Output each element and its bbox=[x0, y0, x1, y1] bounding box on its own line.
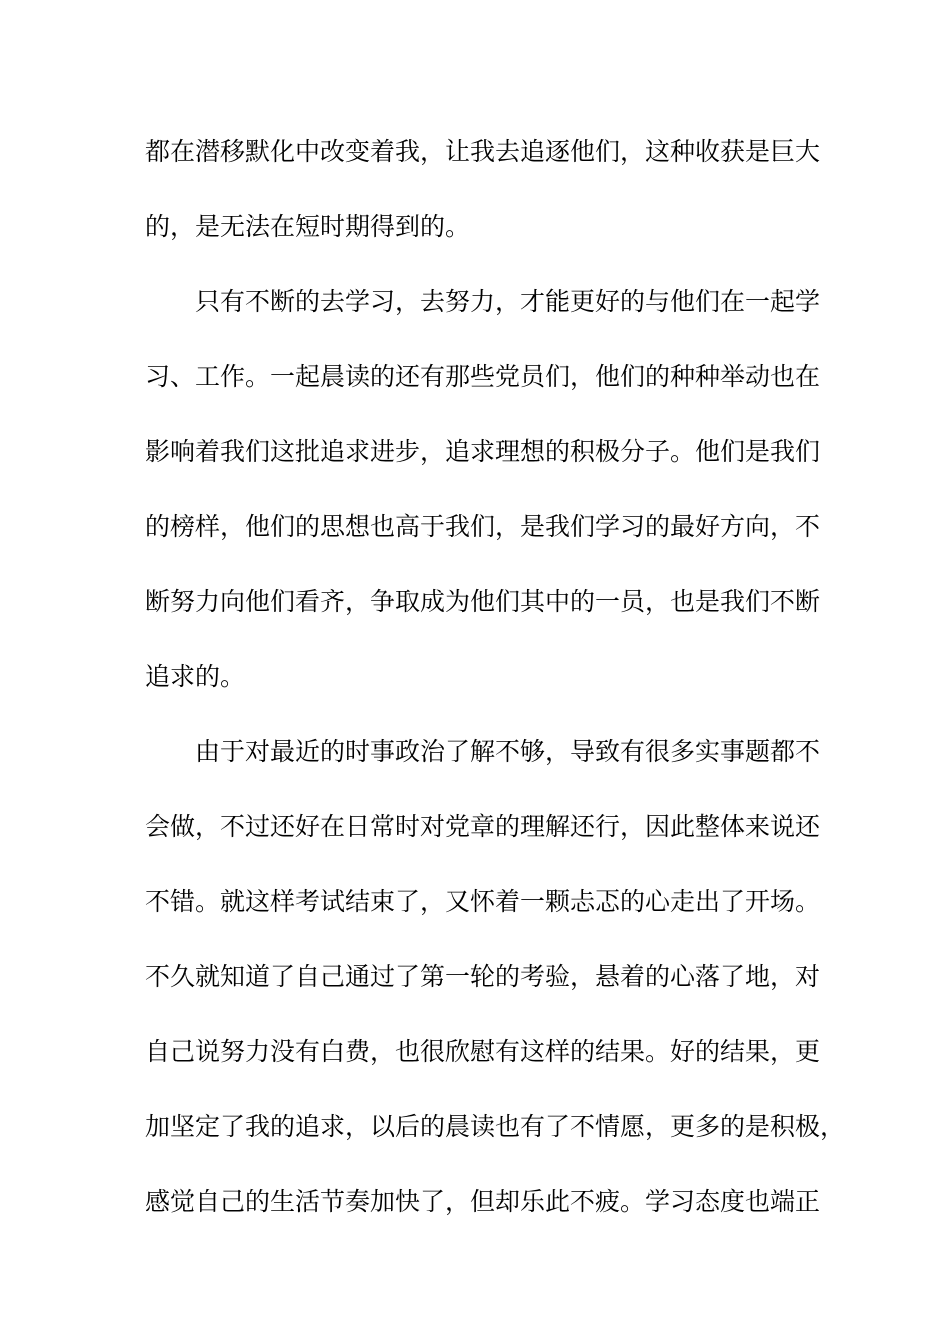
text-line: 不久就知道了自己通过了第一轮的考验，悬着的心落了地，对 bbox=[145, 962, 821, 991]
text-line: 习、工作。一起晨读的还有那些党员们，他们的种种举动也在 bbox=[145, 362, 821, 391]
text-line: 不错。就这样考试结束了，又怀着一颗忐忑的心走出了开场。 bbox=[145, 887, 821, 916]
text-line: 感觉自己的生活节奏加快了，但却乐此不疲。学习态度也端正 bbox=[145, 1187, 821, 1216]
text-line: 的榜样，他们的思想也高于我们，是我们学习的最好方向，不 bbox=[145, 512, 821, 541]
text-line: 的，是无法在短时期得到的。 bbox=[145, 212, 471, 241]
text-line: 影响着我们这批追求进步，追求理想的积极分子。他们是我们 bbox=[145, 437, 821, 466]
text-line: 断努力向他们看齐，争取成为他们其中的一员，也是我们不断 bbox=[145, 587, 821, 616]
text-line: 会做，不过还好在日常时对党章的理解还行，因此整体来说还 bbox=[145, 812, 821, 841]
text-line: 自己说努力没有白费，也很欣慰有这样的结果。好的结果，更 bbox=[145, 1037, 821, 1066]
text-line: 都在潜移默化中改变着我，让我去追逐他们，这种收获是巨大 bbox=[145, 137, 821, 166]
text-line: 加坚定了我的追求，以后的晨读也有了不情愿，更多的是积极， bbox=[145, 1112, 846, 1141]
paragraph-start-line: 由于对最近的时事政治了解不够，导致有很多实事题都不 bbox=[195, 737, 821, 766]
paragraph-start-line: 只有不断的去学习，去努力，才能更好的与他们在一起学 bbox=[195, 287, 821, 316]
text-line: 追求的。 bbox=[145, 662, 246, 691]
